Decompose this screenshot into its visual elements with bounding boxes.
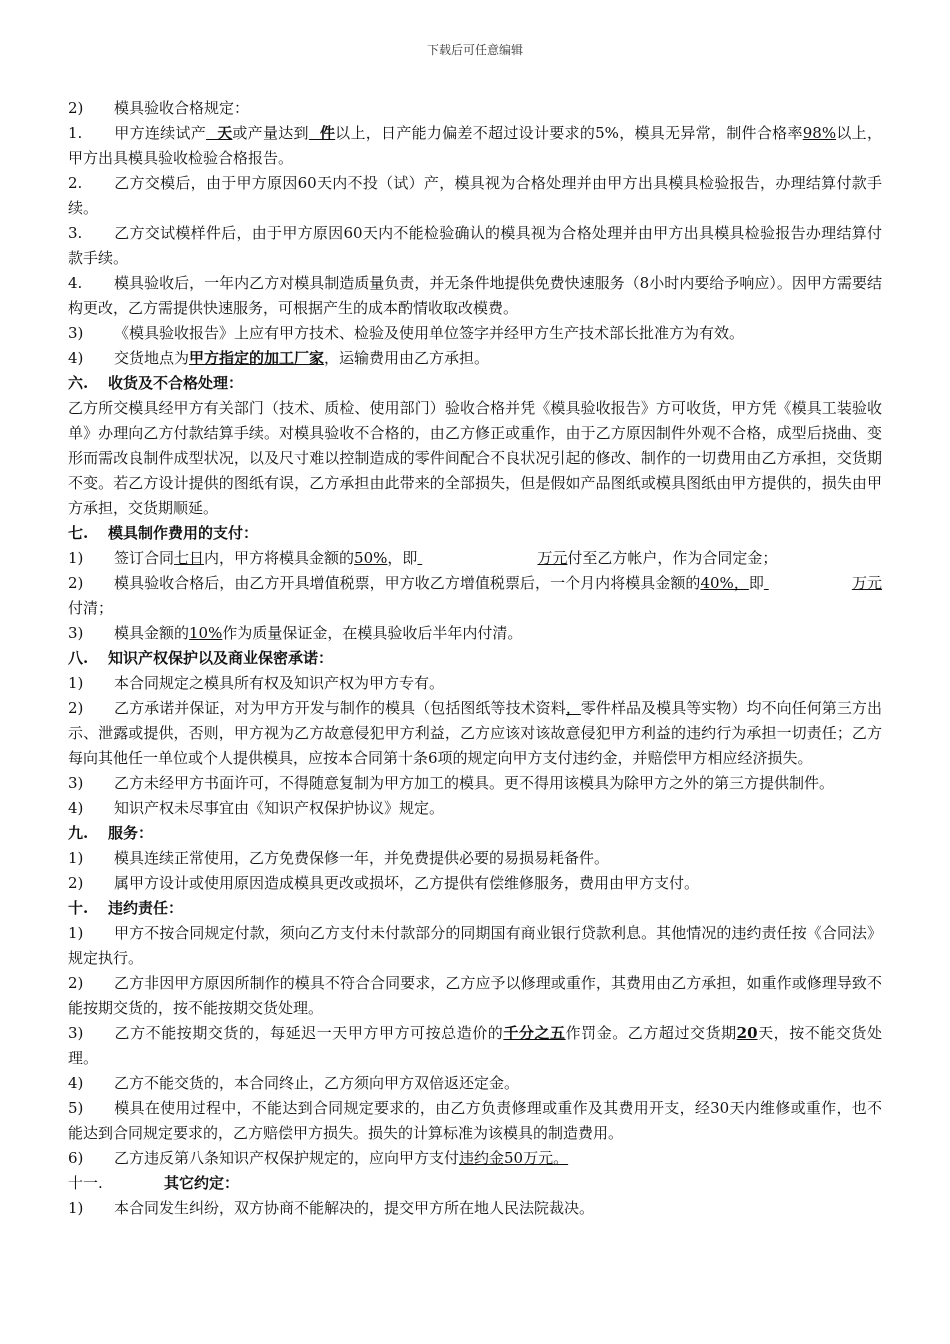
item-number: 2) (68, 574, 84, 592)
section-title: 知识产权保护以及商业保密承诺： (108, 649, 334, 667)
item-number: 3) (68, 774, 84, 792)
paragraph-text: 付至乙方帐户，作为合同定金； (567, 549, 778, 567)
section-title: 其它约定： (164, 1174, 240, 1192)
paragraph-text: 乙方违反第八条知识产权保护规定的，应向甲方支付 (114, 1149, 460, 1167)
paragraph (68, 346, 882, 371)
paragraph-text: 知识产权未尽事宜由《知识产权保护协议》规定。 (114, 799, 445, 817)
item-number: 4. (68, 274, 83, 292)
item-number: 1) (68, 1199, 84, 1217)
paragraph-text: 签订合同 (114, 549, 175, 567)
paragraph-text: 本合同规定之模具所有权及知识产权为甲方专有。 (114, 674, 445, 692)
underlined-value: 50% (354, 549, 388, 567)
paragraph-text: 交货地点为 (114, 349, 190, 367)
item-number: 3) (68, 324, 84, 342)
paragraph (68, 1071, 882, 1096)
paragraph-text: 甲方不按合同规定付款，须向乙方支付未付款部分的同期国有商业银行贷款利息。其他情况的违约责任按《合同法》规定执行。 (68, 924, 882, 967)
section-number: 八. (68, 649, 89, 667)
section-number: 七. (68, 524, 89, 542)
section-heading (68, 821, 882, 846)
paragraph-text: 以上，日产能力偏差不超过设计要求的5%，模具无异常，制件合格率 (335, 124, 803, 142)
item-number: 1) (68, 674, 84, 692)
paragraph (68, 971, 882, 1021)
underlined-value: 甲方指定的加工厂家 (189, 349, 325, 367)
paragraph (68, 96, 882, 121)
item-number: 5) (68, 1099, 84, 1117)
item-number: 2) (68, 99, 84, 117)
paragraph (68, 321, 882, 346)
underlined-blank: 件 (308, 124, 336, 142)
paragraph (68, 546, 882, 571)
item-number: 2. (68, 174, 83, 192)
section-heading (68, 371, 882, 396)
paragraph-text: 或产量达到 (232, 124, 309, 142)
paragraph (68, 846, 882, 871)
paragraph-text: 模具验收后，一年内乙方对模具制造质量负责，并无条件地提供免费快速服务（8小时内要给予响应）。因甲方需要结构更改，乙方需提供快速服务，可根据产生的成本酌情收取改模费。 (68, 274, 882, 317)
item-number: 4) (68, 1074, 84, 1092)
section-heading (68, 646, 882, 671)
paragraph-text: 乙方不能交货的，本合同终止，乙方须向甲方双倍返还定金。 (114, 1074, 520, 1092)
underlined-value: 七日 (174, 549, 205, 567)
item-number: 1) (68, 924, 84, 942)
item-number: 1) (68, 549, 84, 567)
paragraph: 乙方所交模具经甲方有关部门（技术、质检、使用部门）验收合格并凭《模具验收报告》方可收货，甲方凭《模具工装验收单》办理向乙方付款结算手续。对模具验收不合格的，由乙方修正或重作，由于乙方原因制件外观不合格，成型后挠曲、变形而需改良制件成型状况，以及尺寸难以控制造成的零件间配合不良状况引起的修改、制作的一切费用由乙方承担，交货期不变。若乙方设计提供的图纸有误，乙方承担由此带来的全部损失，但是假如产品图纸或模具图纸由甲方提供的，损失由甲方承担，交货期顺延。 (68, 399, 882, 517)
section-number: 十. (68, 899, 89, 917)
paragraph-text: 模具连续正常使用，乙方免费保修一年，并免费提供必要的易损易耗备件。 (114, 849, 610, 867)
item-number: 2) (68, 874, 84, 892)
paragraph (68, 271, 882, 321)
paragraph-text: 模具在使用过程中，不能达到合同规定要求的，由乙方负责修理或重作及其费用开支，经30天内维修或重作，也不能达到合同规定要求的，乙方赔偿甲方损失。损失的计算标准为该模具的制造费用。 (68, 1099, 882, 1142)
paragraph-text: 零件样品及模具等实物）均不向任何第三方出示、泄露或提供，否则，甲方视为乙方故意侵犯甲方利益，乙方应该对该故意侵犯甲方利益的违约行为承担一切责任；乙方每向其他任一单位或个人提供模具，应按本合同第十条6项的规定向甲方支付违约金，并赔偿甲方相应经济损失。 (68, 699, 882, 767)
paragraph-text: ，即 (387, 549, 418, 567)
underlined-value: 40%， (700, 574, 749, 592)
underlined-value: ， (565, 699, 581, 717)
paragraph-text: 内，甲方将模具金额的 (204, 549, 355, 567)
paragraph-text: 以上，甲方出具模具验收检验合格报告。 (68, 124, 882, 167)
item-number: 3) (68, 624, 84, 642)
underlined-value: 违约金50万元。 (459, 1149, 569, 1167)
paragraph-text: 天，按不能交货处理。 (68, 1024, 882, 1067)
document-body (68, 96, 882, 1221)
section-number: 六. (68, 374, 89, 392)
paragraph (68, 121, 882, 171)
underlined-value: 10% (189, 624, 223, 642)
paragraph-text: 模具金额的 (114, 624, 190, 642)
paragraph-text: 作罚金。乙方超过交货期 (565, 1024, 737, 1042)
section-title: 模具制作费用的支付： (108, 524, 259, 542)
underlined-value: 千分之五 (503, 1024, 566, 1042)
paragraph-text: 乙方交试模样件后，由于甲方原因60天内不能检验确认的模具视为合格处理并由甲方出具模具检验报告办理结算付款手续。 (68, 224, 882, 267)
section-number: 九. (68, 824, 89, 842)
paragraph (68, 221, 882, 271)
underlined-value: 98% (802, 124, 837, 142)
paragraph-text: 模具验收合格规定： (114, 99, 250, 117)
page-header: 下载后可任意编辑 (426, 43, 523, 57)
item-number: 4) (68, 349, 84, 367)
item-number: 2) (68, 699, 84, 717)
section-heading (68, 521, 882, 546)
item-number: 6) (68, 1149, 84, 1167)
paragraph-text: 乙方非因甲方原因所制作的模具不符合合同要求，乙方应予以修理或重作，其费用由乙方承担，如重作或修理导致不能按期交货的，按不能按期交货处理。 (68, 974, 882, 1017)
paragraph-text: 作为质量保证金，在模具验收后半年内付清。 (222, 624, 523, 642)
paragraph (68, 871, 882, 896)
paragraph (68, 696, 882, 771)
paragraph-text: 即 (748, 574, 764, 592)
paragraph (68, 171, 882, 221)
section-number: 十一. (68, 1174, 103, 1192)
paragraph (68, 1196, 882, 1221)
paragraph (68, 771, 882, 796)
paragraph-text: 《模具验收报告》上应有甲方技术、检验及使用单位签字并经甲方生产技术部长批准方为有效。 (114, 324, 745, 342)
paragraph-text: 乙方不能按期交货的，每延迟一天甲方甲方可按总造价的 (114, 1024, 504, 1042)
section-title: 收货及不合格处理： (108, 374, 244, 392)
paragraph-text: 本合同发生纠纷，双方协商不能解决的，提交甲方所在地人民法院裁决。 (114, 1199, 595, 1217)
amount-blank (417, 546, 537, 571)
paragraph (68, 571, 882, 621)
paragraph-text: 属甲方设计或使用原因造成模具更改或损坏，乙方提供有偿维修服务，费用由甲方支付。 (114, 874, 700, 892)
section-heading (68, 896, 882, 921)
paragraph (68, 621, 882, 646)
paragraph (68, 671, 882, 696)
item-number: 2) (68, 974, 84, 992)
paragraph-text: 甲方连续试产 (114, 124, 207, 142)
section-heading (68, 1171, 882, 1196)
paragraph-text: 乙方承诺并保证，对为甲方开发与制作的模具（包括图纸等技术资料 (114, 699, 566, 717)
item-number: 3) (68, 1024, 84, 1042)
underlined-value: 20 (736, 1024, 758, 1042)
item-number: 4) (68, 799, 84, 817)
item-number: 1) (68, 849, 84, 867)
paragraph-text: 乙方未经甲方书面许可，不得随意复制为甲方加工的模具。更不得用该模具为除甲方之外的第三方提供制件。 (114, 774, 835, 792)
paragraph-text: 乙方交模后，由于甲方原因60天内不投（试）产，模具视为合格处理并由甲方出具模具检验报告，办理结算付款手续。 (68, 174, 882, 217)
item-number: 1. (68, 124, 83, 142)
item-number: 3. (68, 224, 83, 242)
underlined-value: 万元 (851, 574, 882, 592)
paragraph (68, 1096, 882, 1146)
section-title: 服务： (108, 824, 154, 842)
underlined-value: 万元 (537, 549, 568, 567)
paragraph (68, 921, 882, 971)
paragraph (68, 796, 882, 821)
amount-blank (764, 571, 852, 596)
paragraph (68, 1146, 882, 1171)
underlined-blank: 天 (206, 124, 233, 142)
paragraph-text: ，运输费用由乙方承担。 (324, 349, 490, 367)
paragraph (68, 1021, 882, 1071)
paragraph-text: 付清； (68, 599, 114, 617)
paragraph-text: 模具验收合格后，由乙方开具增值税票，甲方收乙方增值税票后，一个月内将模具金额的 (114, 574, 701, 592)
section-title: 违约责任： (108, 899, 184, 917)
